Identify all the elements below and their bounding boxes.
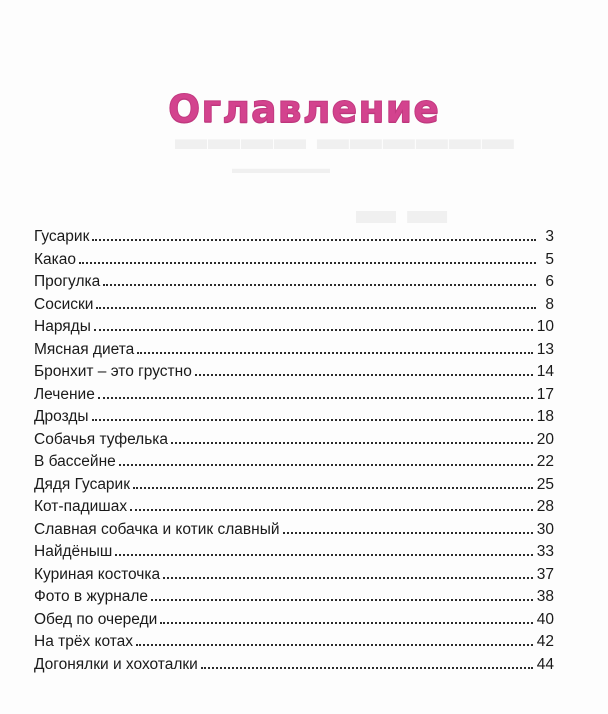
toc-entry-title: Сосиски [34,295,94,313]
bleed-through-text: ▬▬▬▬▬▬▬ [232,160,330,176]
dot-leader [103,283,536,286]
bleed-through-text: ▬▬▬▬ ▬▬▬▬▬▬ [175,120,515,156]
toc-entry [34,406,554,429]
toc-entry-page-number: 44 [536,655,554,673]
toc-entry [34,384,554,407]
toc-entry-page-number: 22 [536,453,554,470]
dot-leader [195,373,533,376]
dot-leader [136,643,533,646]
toc-entry-title: Обед по очереди [34,610,158,628]
dot-leader [201,666,533,669]
toc-entry-page-number: 33 [536,543,554,560]
toc-entry-title: Наряды [34,318,91,335]
toc-entry-page-number: 25 [536,475,554,493]
toc-entry [34,541,554,564]
dot-leader [92,238,536,241]
toc-entry-title: Лечение [34,385,95,403]
toc-entry-title: Мясная диета [34,340,135,358]
dot-leader [151,598,533,601]
toc-entry-page-number: 37 [536,565,554,583]
toc-entry [34,451,554,474]
toc-entry-title: Бронхит – это грустно [34,363,192,380]
toc-entry-title: Собачья туфелька [34,430,169,448]
dot-leader [92,418,533,421]
toc-entry [34,361,554,384]
toc-entry-title: Догонялки и хохоталки [34,655,198,673]
toc-entry-title: Прогулка [34,273,101,290]
toc-entry [34,631,554,654]
toc-entry-page-number: 42 [536,633,554,650]
dot-leader [94,328,533,331]
toc-entry-page-number: 17 [536,385,554,403]
toc-entry [34,474,554,497]
toc-entry-page-number: 18 [536,408,554,425]
table-of-contents [34,226,554,676]
toc-entry-page-number: 5 [545,250,554,268]
toc-entry-title: Кот-падишах [34,498,128,515]
toc-entry [34,654,554,677]
toc-entry [34,249,554,272]
toc-entry [34,564,554,587]
toc-entry [34,519,554,542]
toc-entry-page-number: 30 [536,520,554,538]
toc-entry-page-number: 28 [536,498,554,515]
bleed-through-text: ▬ ▬ [356,188,448,232]
toc-entry-title: В бассейне [34,453,116,470]
dot-leader [115,553,532,556]
dot-leader [133,486,533,489]
toc-entry-page-number: 40 [536,610,554,628]
toc-entry-page-number: 38 [536,588,554,605]
toc-entry-title: Дядя Гусарик [34,475,130,493]
toc-entry [34,496,554,519]
dot-leader [130,508,533,511]
toc-entry [34,316,554,339]
toc-entry [34,609,554,632]
toc-entry-page-number: 14 [536,363,554,380]
toc-entry-title: На трёх котах [34,633,134,650]
toc-entry-title: Найдёныш [34,543,113,560]
toc-entry-page-number: 3 [545,228,554,245]
toc-entry [34,586,554,609]
dot-leader [96,306,536,309]
dot-leader [160,621,532,624]
dot-leader [119,463,533,466]
toc-entry-title: Какао [34,250,77,268]
dot-leader [98,396,533,399]
dot-leader [79,261,536,264]
toc-entry-title: Гусарик [34,228,90,245]
toc-entry-title: Фото в журнале [34,588,149,605]
dot-leader [137,351,532,354]
dot-leader [171,441,533,444]
toc-entry-title: Куриная косточка [34,565,161,583]
toc-entry-page-number: 6 [545,273,554,290]
page-title: Оглавление [168,87,440,132]
toc-entry-title: Славная собачка и котик славный [34,520,280,538]
toc-entry-page-number: 20 [536,430,554,448]
dot-leader [163,576,533,579]
toc-entry [34,429,554,452]
toc-entry [34,339,554,362]
toc-entry-page-number: 10 [536,318,554,335]
toc-entry [34,226,554,249]
toc-entry-page-number: 8 [545,295,554,313]
toc-entry-title: Дрозды [34,408,89,425]
toc-entry [34,294,554,317]
dot-leader [283,531,533,534]
toc-entry-page-number: 13 [536,340,554,358]
toc-entry [34,271,554,294]
